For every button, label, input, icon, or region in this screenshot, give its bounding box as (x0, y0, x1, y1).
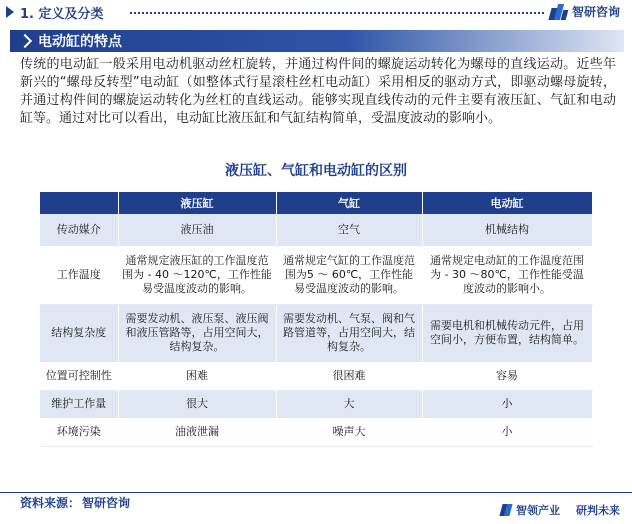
table-cell: 通常规定气缸的工作温度范围为5 ～ 60℃，工作性能易受温度波动的影响。 (276, 246, 422, 304)
table-cell: 油液泄漏 (118, 418, 276, 446)
section-heading: 1. 定义及分类 (20, 7, 104, 22)
table-row (40, 246, 592, 304)
table-row (40, 304, 592, 362)
row-label: 位置可控制性 (40, 362, 118, 390)
table-cell: 容易 (422, 362, 592, 390)
table-cell: 噪声大 (276, 418, 422, 446)
slogan-part-b: 研判未来 (576, 504, 620, 517)
table-cell: 很大 (118, 390, 276, 418)
footer-slogan (501, 502, 620, 518)
table-header-cell: 液压缸 (118, 192, 276, 214)
chevron-icon (18, 34, 32, 48)
section-banner (10, 30, 624, 52)
header-divider (130, 12, 544, 14)
section-marker-icon (6, 6, 14, 18)
table-header-cell (40, 192, 118, 214)
table-row (40, 214, 592, 246)
table-cell: 小 (422, 418, 592, 446)
table-title: 液压缸、气缸和电动缸的区别 (225, 163, 407, 179)
top-header (0, 0, 632, 24)
table-row (40, 390, 592, 418)
table-cell: 空气 (276, 214, 422, 246)
row-label: 结构复杂度 (40, 304, 118, 362)
table-row (40, 418, 592, 446)
brand-logo-icon (550, 4, 568, 20)
brand-name: 智研咨询 (571, 5, 620, 19)
row-label: 传动媒介 (40, 214, 118, 246)
table-cell: 需要发动机、气泵、阀和气路管道等，占用空间大，结构复杂。 (276, 304, 422, 362)
source-value: 智研咨询 (82, 496, 131, 510)
brand-logo (550, 3, 620, 20)
table-header-row (40, 192, 592, 214)
row-label: 环境污染 (40, 418, 118, 446)
table-cell: 很困难 (276, 362, 422, 390)
source-label: 资料来源： (20, 496, 81, 510)
table-header-cell: 电动缸 (422, 192, 592, 214)
table-row (40, 362, 592, 390)
table-header-cell: 气缸 (276, 192, 422, 214)
comparison-table (40, 192, 593, 447)
table-cell: 通常规定电动缸的工作温度范围为 - 30 ～80℃，工作性能受温度波动的影响小。 (422, 246, 592, 304)
table-cell: 机械结构 (422, 214, 592, 246)
table-cell: 困难 (118, 362, 276, 390)
footer-divider (0, 492, 632, 493)
intro-paragraph: 传统的电动缸一般采用电动机驱动丝杠旋转，并通过构件间的螺旋运动转化为螺母的直线运动。近些年新兴的“螺母反转型”电动缸（如整体式行星滚柱丝杠电动缸）采用相反的驱动方式，即驱动螺母旋转，并通过构件间的螺旋运动转化为丝杠的直线运动。能够实现直线传动的元件主要有液压缸、气缸和电动缸等。通过对比可以看出，电动缸比液压缸和气缸结构简单，受温度波动的影响小。 (20, 57, 616, 126)
table-cell: 需要电机和机械传动元件，占用空间小，方便布置，结构简单。 (422, 304, 592, 362)
table-cell: 通常规定液压缸的工作温度范围为 - 40 ～120℃，工作性能易受温度波动的影响。 (118, 246, 276, 304)
source-note (20, 494, 130, 511)
row-label: 工作温度 (40, 246, 118, 304)
table-cell: 大 (276, 390, 422, 418)
slogan-part-a: 智领产业 (516, 504, 560, 517)
banner-title: 电动缸的特点 (38, 34, 122, 50)
table-cell: 需要发动机、液压泵、液压阀和液压管路等，占用空间大，结构复杂。 (118, 304, 276, 362)
table-cell: 小 (422, 390, 592, 418)
table-cell: 液压油 (118, 214, 276, 246)
row-label: 维护工作量 (40, 390, 118, 418)
brand-logo-icon (499, 504, 512, 516)
